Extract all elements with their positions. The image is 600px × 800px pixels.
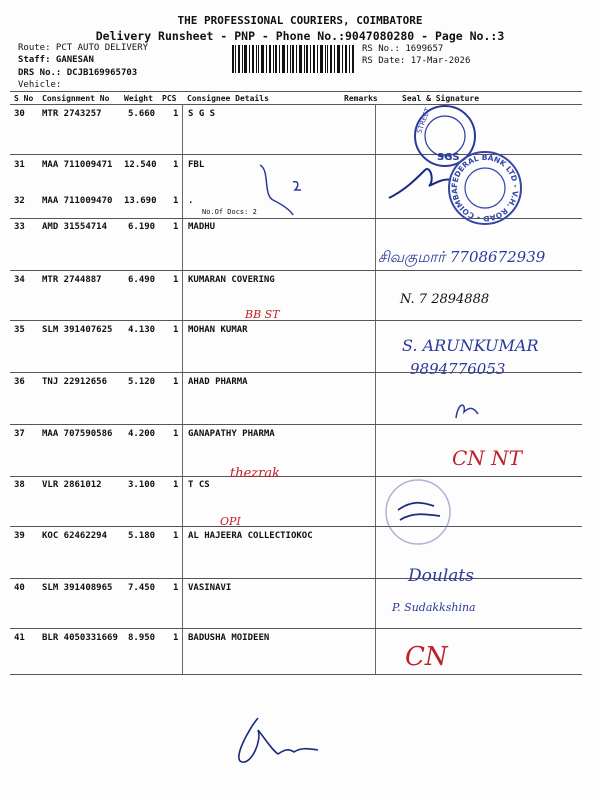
handwritten-row37: CN NT bbox=[452, 446, 522, 470]
row-consignment: TNJ 22912656 bbox=[42, 377, 108, 387]
row-rule bbox=[10, 476, 582, 477]
row-weight: 7.450 bbox=[128, 583, 156, 593]
federal-bank-stamp bbox=[447, 150, 523, 226]
row-sno: 41 bbox=[14, 633, 25, 643]
row-consignment: MTR 2743257 bbox=[42, 109, 102, 119]
drs-number: DRS No.: DCJB169965703 bbox=[18, 68, 138, 78]
row-pcs: 1 bbox=[173, 583, 179, 593]
handwritten-row34-red: BB ST bbox=[245, 308, 280, 321]
runsheet-title: Delivery Runsheet - PNP - Phone No.:9047080280 - Page No.:3 bbox=[95, 29, 505, 43]
row-weight: 6.190 bbox=[128, 222, 156, 232]
row-sno: 40 bbox=[14, 583, 25, 593]
row-rule bbox=[10, 628, 582, 629]
row-consignee: AHAD PHARMA bbox=[188, 377, 248, 387]
row-sno: 39 bbox=[14, 531, 25, 541]
row-pcs: 1 bbox=[173, 377, 179, 387]
row-weight: 6.490 bbox=[128, 275, 156, 285]
row-rule bbox=[10, 320, 582, 321]
handwritten-row33: சிவகுமார் 7708672939 bbox=[378, 248, 546, 266]
col-seal-signature: Seal & Signature bbox=[402, 94, 480, 103]
col-sno: S No bbox=[14, 94, 34, 103]
rs-date: RS Date: 17-Mar-2026 bbox=[362, 56, 471, 66]
row-rule bbox=[10, 578, 582, 579]
row-consignee: BADUSHA MOIDEEN bbox=[188, 633, 270, 643]
row-weight: 4.130 bbox=[128, 325, 156, 335]
row-pcs: 1 bbox=[173, 633, 179, 643]
row-pcs: 1 bbox=[173, 429, 179, 439]
row-weight: 12.540 bbox=[124, 160, 157, 170]
row-sno: 30 bbox=[14, 109, 25, 119]
rs-number: RS No.: 1699657 bbox=[362, 44, 444, 54]
stamp-sgs: SGS bbox=[437, 152, 460, 163]
row-rule bbox=[10, 270, 582, 271]
col-weight: Weight bbox=[124, 94, 153, 103]
row-consignment: VLR 2861012 bbox=[42, 480, 102, 490]
row-consignee: AL HAJEERA COLLECTIOKOC bbox=[188, 531, 313, 541]
row-consignee: VASINAVI bbox=[188, 583, 232, 593]
scribble-mark bbox=[255, 160, 315, 220]
row-consignment: KOC 62462294 bbox=[42, 531, 108, 541]
row-consignment: MAA 711009471 bbox=[42, 160, 113, 170]
row-consignee: GANAPATHY PHARMA bbox=[188, 429, 275, 439]
row-pcs: 1 bbox=[173, 531, 179, 541]
row-sno: 37 bbox=[14, 429, 25, 439]
row-consignee: FBL bbox=[188, 160, 205, 170]
company-title: THE PROFESSIONAL COURIERS, COIMBATORE bbox=[177, 14, 423, 27]
consignee-col-divider bbox=[182, 104, 183, 674]
col-pcs: PCS bbox=[162, 94, 177, 103]
row-consignment: SLM 391408965 bbox=[42, 583, 113, 593]
route: Route: PCT AUTO DELIVERY bbox=[18, 43, 149, 53]
staff: Staff: GANESAN bbox=[18, 55, 94, 65]
bottom-signature bbox=[228, 710, 338, 770]
row-pcs: 1 bbox=[173, 160, 179, 170]
row-consignment: MAA 707590586 bbox=[42, 429, 113, 439]
row-consignee: MOHAN KUMAR bbox=[188, 325, 248, 335]
row-pcs: 1 bbox=[173, 275, 179, 285]
stamp-street: STREET bbox=[415, 106, 433, 135]
row-sno: 36 bbox=[14, 377, 25, 387]
row-consignee: MADHU bbox=[188, 222, 216, 232]
col-remarks: Remarks bbox=[344, 94, 378, 103]
row-sno: 35 bbox=[14, 325, 25, 335]
row-weight: 3.100 bbox=[128, 480, 156, 490]
row-weight: 4.200 bbox=[128, 429, 156, 439]
row-weight: 5.660 bbox=[128, 109, 156, 119]
handwritten-row35-phone: 9894776053 bbox=[410, 360, 506, 378]
row-consignment: MAA 711009470 bbox=[42, 196, 113, 206]
row-pcs: 1 bbox=[173, 196, 179, 206]
row-weight: 5.120 bbox=[128, 377, 156, 387]
barcode-graphic bbox=[232, 45, 356, 73]
row-consignment: SLM 391407625 bbox=[42, 325, 113, 335]
row-pcs: 1 bbox=[173, 325, 179, 335]
row-pcs: 1 bbox=[173, 222, 179, 232]
handwritten-row40b: P. Sudakkshina bbox=[392, 601, 476, 614]
row-consignee: KUMARAN COVERING bbox=[188, 275, 275, 285]
row-consignment: AMD 31554714 bbox=[42, 222, 108, 232]
col-consignment: Consignment No bbox=[42, 94, 110, 103]
row-consignment: BLR 4050331669 bbox=[42, 633, 118, 643]
row-sno: 38 bbox=[14, 480, 25, 490]
sgs-signature bbox=[385, 160, 455, 205]
remarks-col-divider bbox=[375, 104, 376, 674]
row-consignee: . bbox=[188, 196, 194, 206]
row-sno: 31 bbox=[14, 160, 25, 170]
vehicle: Vehicle: bbox=[18, 80, 62, 90]
handwritten-row39-red: OPI bbox=[220, 515, 241, 528]
row-consignee: T CS bbox=[188, 480, 210, 490]
no-of-docs: No.Of Docs: 2 bbox=[202, 208, 257, 216]
table-top-rule bbox=[10, 91, 582, 92]
row-weight: 8.950 bbox=[128, 633, 156, 643]
header-rule bbox=[10, 104, 582, 105]
row-rule bbox=[10, 526, 582, 527]
row-pcs: 1 bbox=[173, 109, 179, 119]
row-weight: 5.180 bbox=[128, 531, 156, 541]
row-sno: 33 bbox=[14, 222, 25, 232]
row-sno: 32 bbox=[14, 196, 25, 206]
handwritten-row34: N. 7 2894888 bbox=[400, 292, 490, 307]
handwritten-row35-name: S. ARUNKUMAR bbox=[402, 336, 539, 355]
table-bottom-rule bbox=[10, 674, 582, 675]
row-weight: 13.690 bbox=[124, 196, 157, 206]
tcs-stamp bbox=[382, 476, 454, 548]
handwritten-row38-red: thezrak bbox=[230, 466, 280, 481]
handwritten-row40: Doulats bbox=[408, 566, 474, 586]
handwritten-row41: CN bbox=[405, 642, 448, 672]
row-sno: 34 bbox=[14, 275, 25, 285]
row-consignment: MTR 2744887 bbox=[42, 275, 102, 285]
row-consignee: S G S bbox=[188, 109, 216, 119]
col-consignee: Consignee Details bbox=[187, 94, 269, 103]
stamp-ring-text: FEDERAL BANK LTD - V.H. ROAD - COIMBA bbox=[449, 152, 521, 224]
row36-signature bbox=[452, 398, 482, 424]
row-rule bbox=[10, 424, 582, 425]
row-pcs: 1 bbox=[173, 480, 179, 490]
barcode bbox=[232, 45, 356, 73]
